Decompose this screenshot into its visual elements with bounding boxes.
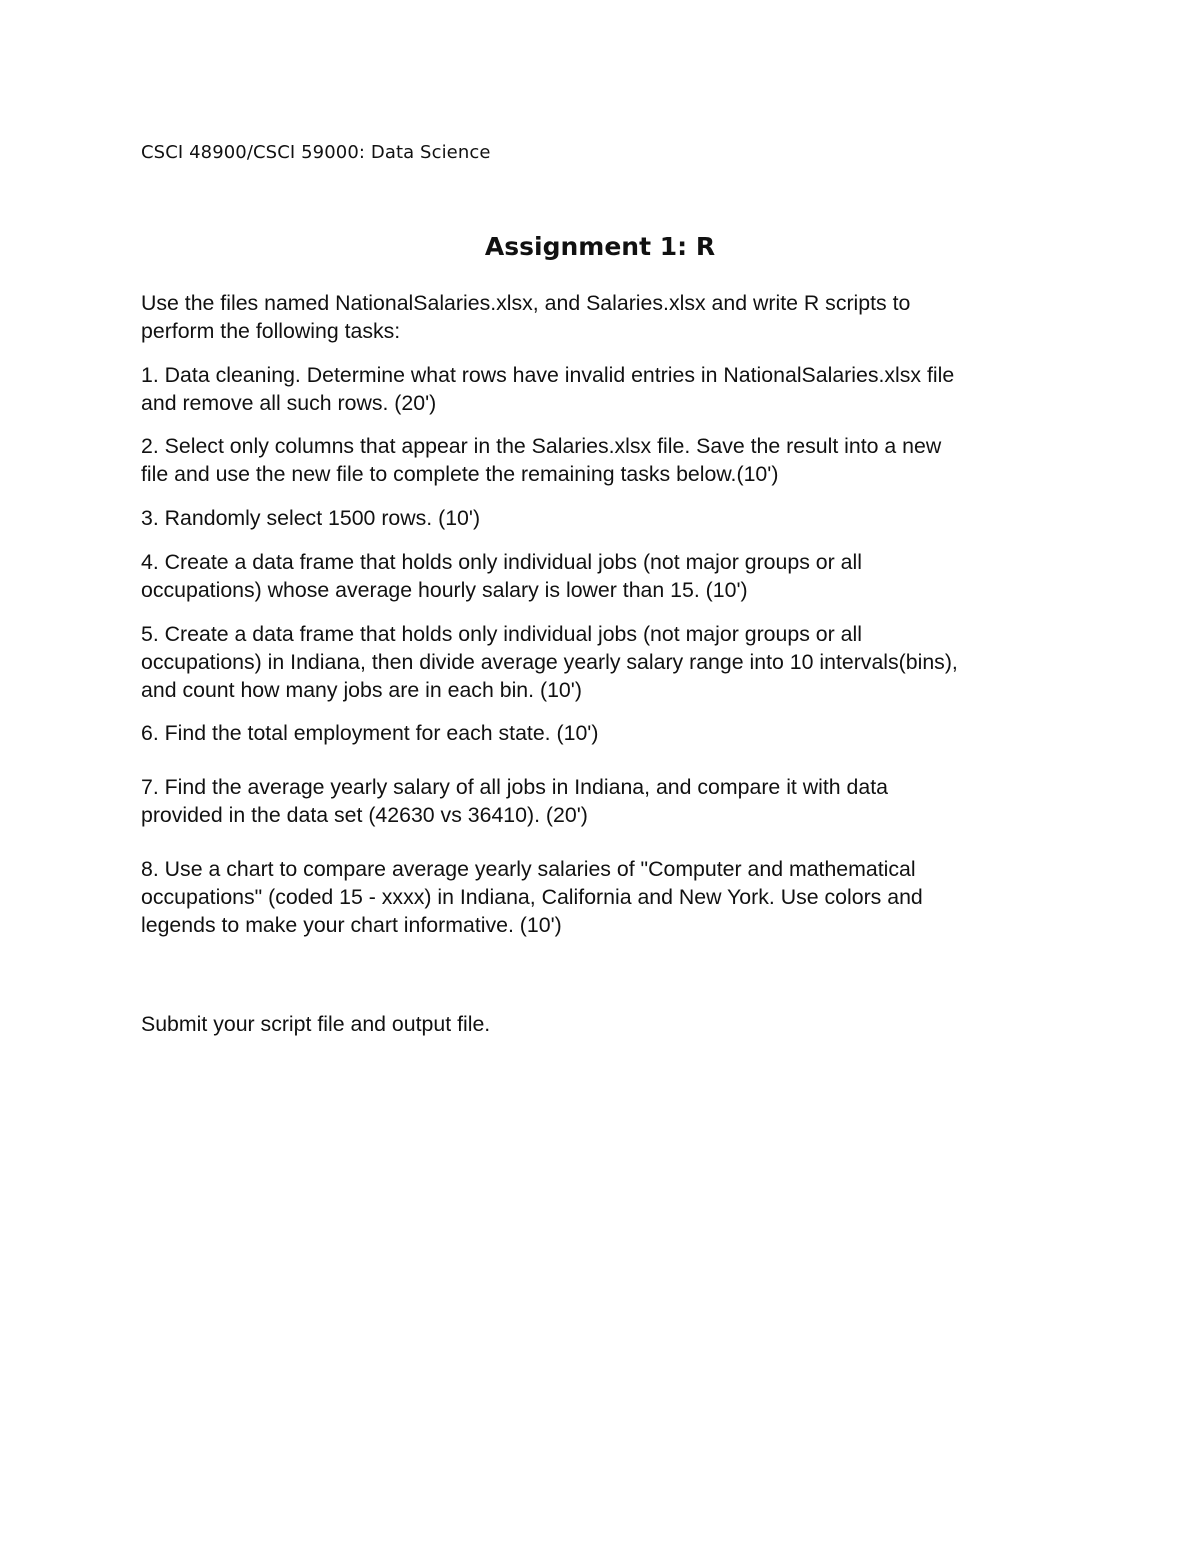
task-line: provided in the data set (42630 vs 36410). (20') [141, 803, 588, 827]
task-line: 1. Data cleaning. Determine what rows have invalid entries in NationalSalaries.xlsx file [141, 363, 955, 387]
intro-paragraph [141, 289, 1071, 345]
task-7 [141, 773, 1071, 829]
task-line: 6. Find the total employment for each state. (10') [141, 721, 599, 745]
task-line: and remove all such rows. (20') [141, 391, 437, 415]
intro-line: Use the files named NationalSalaries.xlsx, and Salaries.xlsx and write R scripts to [141, 291, 911, 315]
task-5 [141, 620, 1071, 704]
task-line: 2. Select only columns that appear in the Salaries.xlsx file. Save the result into a new [141, 434, 942, 458]
intro-line: perform the following tasks: [141, 319, 401, 343]
task-line: occupations" (coded 15 - xxxx) in Indiana, California and New York. Use colors and [141, 885, 923, 909]
task-line: 4. Create a data frame that holds only individual jobs (not major groups or all [141, 550, 862, 574]
assignment-title: Assignment 1: R [484, 232, 716, 261]
task-8 [141, 855, 1071, 939]
task-line: 3. Randomly select 1500 rows. (10') [141, 506, 481, 530]
task-line: file and use the new file to complete the remaining tasks below.(10') [141, 462, 779, 486]
task-line: legends to make your chart informative. (10') [141, 913, 562, 937]
task-3 [141, 504, 1071, 532]
submit-note: Submit your script file and output file. [141, 1012, 491, 1036]
task-line: 5. Create a data frame that holds only individual jobs (not major groups or all [141, 622, 862, 646]
task-line: and count how many jobs are in each bin. (10') [141, 678, 582, 702]
task-1 [141, 361, 1071, 417]
course-header: CSCI 48900/CSCI 59000: Data Science [141, 142, 491, 163]
task-2 [141, 432, 1071, 488]
task-line: occupations) in Indiana, then divide average yearly salary range into 10 intervals(bins), [141, 650, 958, 674]
task-line: 8. Use a chart to compare average yearly salaries of "Computer and mathematical [141, 857, 916, 881]
task-4 [141, 548, 1071, 604]
task-line: 7. Find the average yearly salary of all jobs in Indiana, and compare it with data [141, 775, 888, 799]
task-line: occupations) whose average hourly salary is lower than 15. (10') [141, 578, 748, 602]
task-6 [141, 719, 1071, 747]
